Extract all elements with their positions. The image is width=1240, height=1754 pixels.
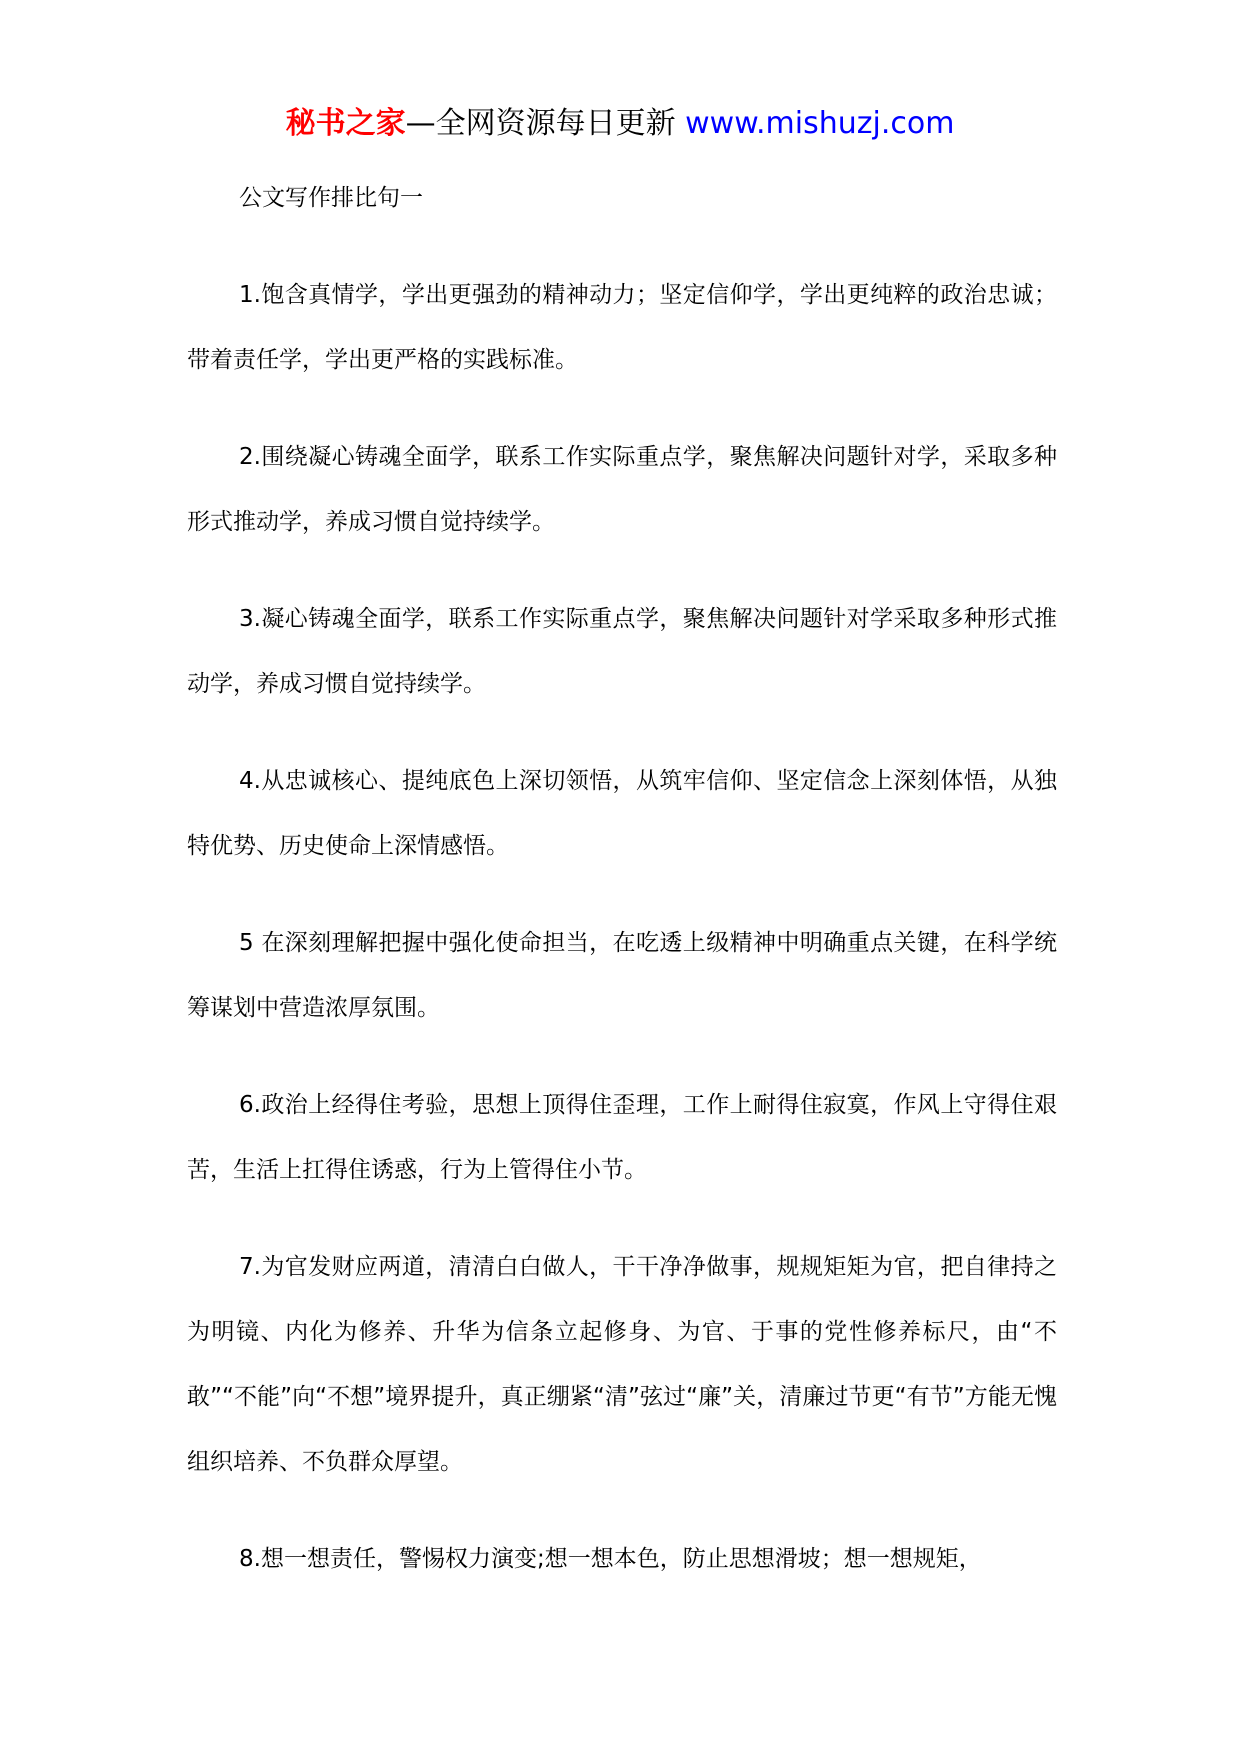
paragraph-1: 1.饱含真情学，学出更强劲的精神动力；坚定信仰学，学出更纯粹的政治忠诚；带着责任学，学出更严格的实践标准。 <box>187 282 1057 373</box>
paragraph-8: 8.想一想责任，警惕权力演变;想一想本色，防止思想滑坡；想一想规矩， <box>239 1546 982 1572</box>
document-body <box>187 166 1057 1624</box>
paragraph-3: 3.凝心铸魂全面学，联系工作实际重点学，聚焦解决问题针对学采取多种形式推动学，养成习惯自觉持续学。 <box>187 606 1057 697</box>
paragraph-6: 6.政治上经得住考验，思想上顶得住歪理，工作上耐得住寂寞，作风上守得住艰苦，生活上扛得住诱惑，行为上管得住小节。 <box>187 1092 1057 1183</box>
site-url-link[interactable]: www.mishuzj.com <box>685 106 955 141</box>
paragraph-4: 4.从忠诚核心、提纯底色上深切领悟，从筑牢信仰、坚定信念上深刻体悟，从独特优势、历史使命上深情感悟。 <box>187 768 1057 859</box>
paragraph-7: 7.为官发财应两道，清清白白做人，干干净净做事，规规矩矩为官，把自律持之为明镜、内化为修养、升华为信条立起修身、为官、于事的党性修养标尺，由“不敢”“不能”向“不想”境界提升，真正绷紧“清”弦过“廉”关，清廉过节更“有节”方能无愧组织培养、不负群众厚望。 <box>187 1254 1057 1475</box>
paragraph-5: 5 在深刻理解把握中强化使命担当，在吃透上级精神中明确重点关键，在科学统筹谋划中营造浓厚氛围。 <box>187 930 1057 1021</box>
header-tagline: —全网资源每日更新 <box>405 106 686 141</box>
brand-name: 秘书之家 <box>285 106 406 141</box>
paragraph-2: 2.围绕凝心铸魂全面学，联系工作实际重点学，聚焦解决问题针对学，采取多种形式推动学，养成习惯自觉持续学。 <box>187 444 1057 535</box>
site-header <box>0 100 1240 148</box>
document-title: 公文写作排比句一 <box>239 185 423 211</box>
